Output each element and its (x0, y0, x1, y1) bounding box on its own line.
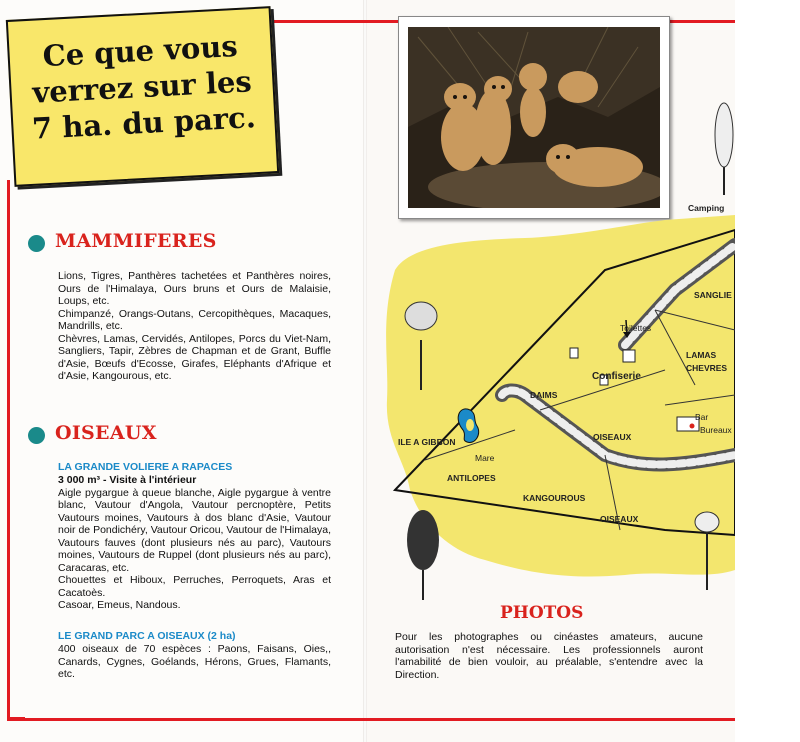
parc-oiseaux-text (58, 643, 331, 681)
map-label-kangourous: KANGOUROUS (523, 493, 586, 503)
map-label-antilopes: ANTILOPES (447, 473, 496, 483)
map-label-camping: Camping (688, 203, 725, 213)
map-building (570, 348, 578, 358)
map-label-toilettes: Toilettes (620, 323, 652, 333)
photos-title: PHOTOS (500, 603, 584, 623)
tree-icon (713, 100, 735, 195)
voliere-paragraph: Casoar, Emeus, Nandous. (58, 599, 181, 611)
section-title-mammiferes: MAMMIFERES (55, 230, 217, 252)
mare-island (466, 419, 474, 431)
map-label-bureaux: Bureaux (700, 425, 732, 435)
voliere-subtitle: 3 000 m³ - Visite à l'intérieur (58, 474, 197, 486)
tree-icon (407, 510, 439, 600)
map-marker (690, 424, 695, 429)
map-label-mare: Mare (475, 453, 495, 463)
mammiferes-paragraph: Lions, Tigres, Panthères tachetées et Panthères noires, Ours de l'Himalaya, Ours bruns et Ours de Malaisie, Loups, etc. (58, 270, 331, 307)
voliere-paragraph: Chouettes et Hiboux, Perruches, Perroquets, Aras et Cacatoès. (58, 574, 331, 599)
voliere-paragraph: Aigle pygargue à queue blanche, Aigle pygargue à ventre blanc, Vautour d'Angola, Vautour percnoptère, Petits Vautours moines, Vautours à dos blanc d'Asie, Vautour noir de Pondichéry, Vautour Oricou, Vautour de l'Himalaya, Vautours fauves (dont plusieurs nés au parc), Vautours moines, Vautours de Ruppel (dont plusieurs nés au parc), Caracaras, etc. (58, 486, 331, 574)
section-bullet-icon (28, 235, 45, 252)
red-border-bottom (7, 718, 735, 721)
photo-frame (398, 16, 670, 219)
voliere-text (58, 474, 331, 612)
map-label-chevres: CHEVRES (686, 363, 728, 373)
voliere-title: LA GRANDE VOLIERE A RAPACES (58, 461, 233, 473)
map-label-daims: DAIMS (530, 390, 558, 400)
map-label-lamas: LAMAS (686, 350, 717, 360)
mammiferes-text (58, 270, 331, 383)
map-label-confiserie: Confiserie (592, 371, 641, 382)
mammiferes-paragraph: Chèvres, Lamas, Cervidés, Antilopes, Porcs du Viet-Nam, Sangliers, Tapir, Zèbres de Chapman et de Grant, Buffle d'Asie, Bœufs d'Ecosse, Girafes, Eléphants d'Afrique et d'Asie, Kangourous, etc. (58, 332, 331, 382)
photos-text: Pour les photographes ou cinéastes amateurs, aucune autorisation n'est nécessaire. Les professionnels auront l'amabilité de bien vouloir, au préalable, s'entendre avec la Direction. (395, 631, 703, 681)
section-bullet-icon (28, 427, 45, 444)
map-yellow-area (386, 215, 735, 577)
mammiferes-paragraph: Chimpanzé, Orangs-Outans, Cercopithèques, Macaques, Mandrills, etc. (58, 307, 331, 332)
map-label-oiseaux-2: OISEAUX (600, 514, 639, 524)
title-banner (6, 6, 279, 187)
map-label-bar: Bar (695, 412, 709, 422)
section-title-oiseaux: OISEAUX (55, 422, 157, 444)
parc-oiseaux-title: LE GRAND PARC A OISEAUX (2 ha) (58, 630, 236, 642)
parc-oiseaux-paragraph: 400 oiseaux de 70 espèces : Paons, Faisans, Oies,, Canards, Cygnes, Goélands, Hérons, Grues, Flamants, etc. (58, 643, 331, 680)
red-border-corner (7, 717, 25, 721)
map-label-oiseaux: OISEAUX (593, 432, 632, 442)
map-label-ile-gibbon: ILE A GIBBON (398, 437, 456, 447)
map-label-sanglier: SANGLIE (694, 290, 732, 300)
map-building (623, 350, 635, 362)
fox-cubs-photo (408, 27, 660, 208)
park-map (365, 200, 735, 600)
banner-title: Ce que vous verrez sur les 7 ha. du parc. (31, 28, 257, 146)
red-border-left (7, 180, 10, 720)
